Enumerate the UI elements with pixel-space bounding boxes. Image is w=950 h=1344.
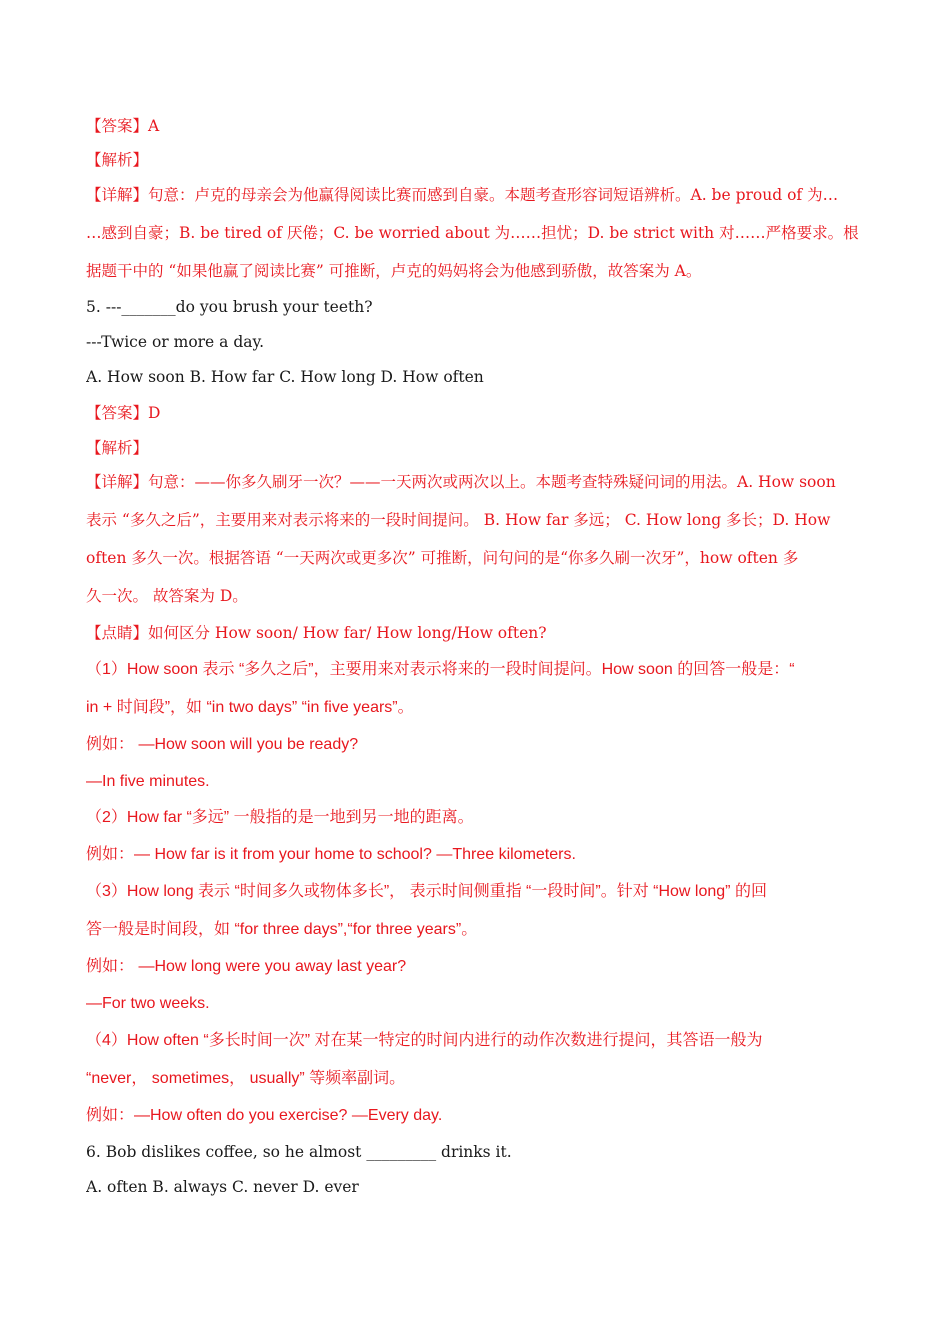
q4-detail-line-3: 据题干中的 “如果他赢了阅读比赛” 可推断，卢克的妈妈将会为他感到骄傲，故答案为 A。 <box>86 262 702 280</box>
tip-line-12: “never， sometimes， usually” 等频率副词。 <box>86 1070 406 1087</box>
q4-analysis-heading: 【解析】 <box>86 151 149 169</box>
tip-line-2: in + 时间段”，如 “in two days” “in five years”。 <box>86 699 414 716</box>
q5-detail-line-2: 表示 “多久之后”，主要用来对表示将来的一段时间提问。 B. How far 多远； C. How long 多长；D. How <box>86 511 831 529</box>
q5-detail-line-3: often 多久一次。根据答语 “一天两次或更多次” 可推断，问句问的是“你多久刷一次牙”，how often 多 <box>86 549 799 567</box>
tip-line-8: 答一般是时间段，如 “for three days”,“for three years”。 <box>86 921 478 938</box>
tip-line-6: 例如：— How far is it from your home to school? —Three kilometers. <box>86 846 576 863</box>
tip-line-10: —For two weeks. <box>86 995 210 1012</box>
q4-detail-line-2: …感到自豪；B. be tired of 厌倦；C. be worried about 为……担忧；D. be strict with 对……严格要求。根 <box>86 224 859 242</box>
q4-detail-line-1: 【详解】句意：卢克的母亲会为他赢得阅读比赛而感到自豪。本题考查形容词短语辨析。A. be proud of 为… <box>86 186 839 204</box>
q5-detail-line-1: 【详解】句意：——你多久刷牙一次？——一天两次或两次以上。本题考查特殊疑问词的用法。A. How soon <box>86 473 836 491</box>
q6-options: A. often B. always C. never D. ever <box>86 1178 359 1196</box>
q5-tip-heading: 【点睛】如何区分 How soon/ How far/ How long/How often? <box>86 624 547 642</box>
q5-question: 5. ---_______do you brush your teeth? <box>86 298 373 316</box>
q5-analysis-heading: 【解析】 <box>86 439 149 457</box>
tip-line-1: （1）How soon 表示 “多久之后”，主要用来对表示将来的一段时间提问。How soon 的回答一般是：“ <box>86 661 795 678</box>
tip-line-9: 例如： —How long were you away last year? <box>86 958 407 975</box>
q5-detail-line-4: 久一次。 故答案为 D。 <box>86 587 248 605</box>
q6-question: 6. Bob dislikes coffee, so he almost _________ drinks it. <box>86 1143 512 1161</box>
tip-line-11: （4）How often “多长时间一次” 对在某一特定的时间内进行的动作次数进行提问，其答语一般为 <box>86 1032 763 1049</box>
q5-answer: 【答案】D <box>86 404 161 422</box>
q5-reply: ---Twice or more a day. <box>86 333 265 351</box>
q4-answer: 【答案】A <box>86 117 160 135</box>
q5-options: A. How soon B. How far C. How long D. How often <box>86 368 484 386</box>
tip-line-5: （2）How far “多远” 一般指的是一地到另一地的距离。 <box>86 809 474 826</box>
tip-line-4: —In five minutes. <box>86 773 210 790</box>
tip-line-13: 例如：—How often do you exercise? —Every day. <box>86 1107 443 1124</box>
tip-line-7: （3）How long 表示 “时间多久或物体多长”， 表示时间侧重指 “一段时间”。针对 “How long” 的回 <box>86 883 767 900</box>
tip-line-3: 例如： —How soon will you be ready? <box>86 736 359 753</box>
